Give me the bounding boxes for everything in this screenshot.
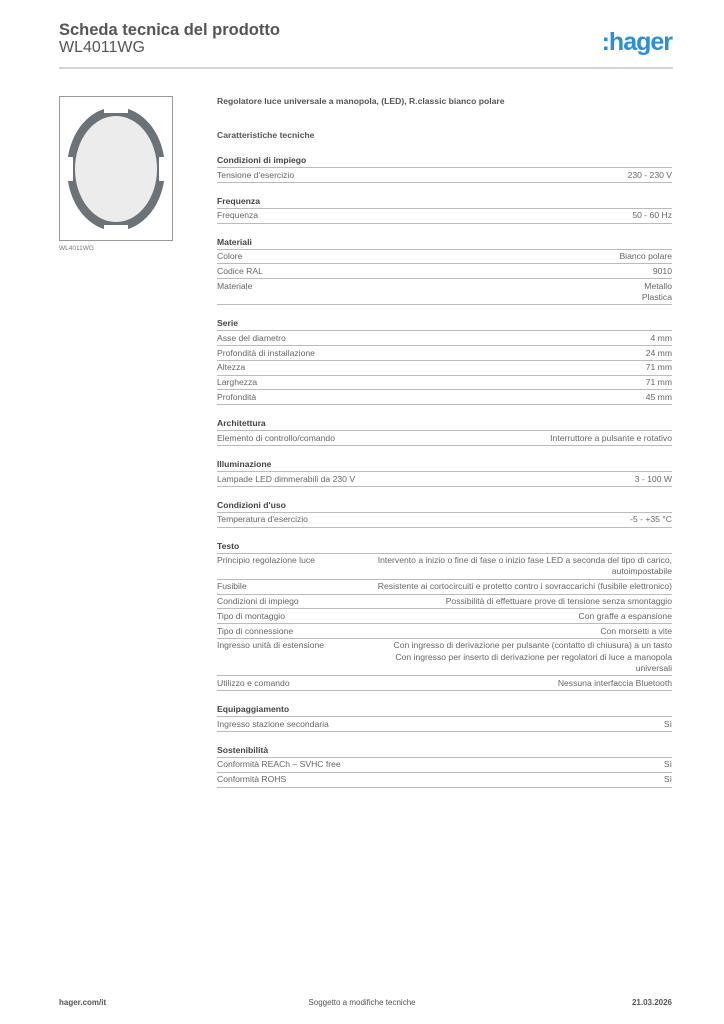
spec-row [217, 580, 672, 595]
spec-section [217, 499, 672, 528]
spec-row [217, 346, 672, 361]
product-image [59, 96, 173, 241]
spec-label: Larghezza [217, 377, 258, 388]
spec-label: Utilizzo e comando [217, 677, 290, 688]
spec-row [217, 758, 672, 773]
spec-section [217, 744, 672, 788]
spec-value: Possibilità di effettuare prove di tensione senza smontaggio [445, 596, 672, 607]
spec-value: Con ingresso di derivazione per pulsante (contatto di chiusura) a un tasto Con ingresso per inserto di derivazione per regolatori di luce a manopola universali [393, 640, 672, 674]
spec-label: Tensione d'esercizio [217, 169, 295, 180]
section-title: Sostenibilità [217, 744, 672, 758]
spec-value: 9010 [652, 265, 672, 276]
spec-value: Interruttore a pulsante e rotativo [550, 432, 672, 443]
spec-value: 230 - 230 V [627, 169, 672, 180]
footer-date: 21.03.2026 [631, 998, 672, 1007]
spec-section [217, 195, 672, 224]
spec-value: 3 - 100 W [634, 473, 672, 484]
spec-row [217, 472, 672, 487]
spec-row [217, 376, 672, 391]
spec-label: Frequenza [217, 210, 259, 221]
spec-value: 24 mm [645, 347, 672, 358]
spec-row [217, 513, 672, 528]
spec-label: Altezza [217, 362, 246, 373]
spec-section [217, 236, 672, 306]
spec-label: Profondità [217, 391, 257, 402]
spec-value: 50 - 60 Hz [632, 210, 672, 221]
spec-value: Sì [663, 718, 672, 729]
spec-label: Ingresso unità di estensione [217, 640, 325, 651]
spec-row [217, 639, 672, 676]
section-title: Equipaggiamento [217, 703, 672, 717]
spec-label: Conformità ROHS [217, 774, 287, 785]
dimmer-frame-icon [64, 102, 168, 236]
spec-row [217, 250, 672, 265]
hager-logo: :hager [601, 28, 672, 56]
spec-label: Profondità di installazione [217, 347, 315, 358]
section-title: Materiali [217, 236, 672, 250]
spec-value: Sì [663, 759, 672, 770]
section-title: Illuminazione [217, 458, 672, 472]
spec-value: Nessuna interfaccia Bluetooth [557, 677, 672, 688]
spec-value: Sì [663, 774, 672, 785]
spec-section [217, 703, 672, 732]
spec-row [217, 168, 672, 183]
characteristics-title: Caratteristiche tecniche [217, 130, 315, 140]
spec-section [217, 317, 672, 405]
spec-row [217, 595, 672, 610]
spec-value: 4 mm [650, 332, 672, 343]
section-title: Frequenza [217, 195, 672, 209]
spec-row [217, 717, 672, 732]
spec-section [217, 458, 672, 487]
section-title: Testo [217, 540, 672, 554]
spec-label: Ingresso stazione secondaria [217, 718, 329, 729]
spec-label: Elemento di controllo/comando [217, 432, 335, 443]
spec-label: Colore [217, 251, 243, 262]
spec-value: Intervento a inizio o fine di fase o inizio fase LED a seconda del tipo di carico, autoimpostabile [377, 555, 672, 577]
spec-value: Resistente ai cortocircuiti e protetto contro i sovraccarichi (fusibile elettronico) [377, 581, 672, 592]
spec-label: Conformità REACh – SVHC free [217, 759, 341, 770]
section-title: Architettura [217, 417, 672, 431]
spec-value: 45 mm [645, 391, 672, 402]
spec-section [217, 540, 672, 691]
page-title: Scheda tecnica del prodotto [59, 21, 280, 39]
product-description: Regolatore luce universale a manopola, (LED), R.classic bianco polare [217, 96, 505, 106]
spec-label: Lampade LED dimmerabili da 230 V [217, 473, 356, 484]
spec-row [217, 331, 672, 346]
header-divider [59, 67, 673, 69]
footer-note: Soggetto a modifiche tecniche [308, 998, 416, 1007]
section-title: Condizioni di impiego [217, 154, 672, 168]
spec-row [217, 431, 672, 446]
spec-section [217, 154, 672, 183]
spec-label: Condizioni di impiego [217, 596, 299, 607]
spec-row [217, 773, 672, 788]
spec-label: Tipo di connessione [217, 625, 294, 636]
spec-label: Principio regolazione luce [217, 555, 315, 566]
spec-row [217, 624, 672, 639]
footer-website[interactable]: hager.com/it [59, 998, 107, 1007]
spec-value: Metallo Plastica [641, 280, 672, 302]
spec-row [217, 361, 672, 376]
spec-sections [217, 154, 672, 788]
spec-row [217, 390, 672, 405]
spec-label: Materiale [217, 280, 253, 291]
spec-label: Codice RAL [217, 265, 263, 276]
section-title: Condizioni d'uso [217, 499, 672, 513]
spec-row [217, 676, 672, 691]
spec-row [217, 279, 672, 305]
product-code: WL4011WG [59, 39, 145, 56]
spec-value: Bianco polare [619, 251, 672, 262]
spec-section [217, 417, 672, 446]
spec-label: Temperatura d'esercizio [217, 514, 308, 525]
section-title: Serie [217, 317, 672, 331]
spec-value: Con graffe a espansione [578, 610, 672, 621]
spec-row [217, 554, 672, 580]
spec-value: 71 mm [645, 362, 672, 373]
spec-value: 71 mm [645, 377, 672, 388]
spec-row [217, 209, 672, 224]
spec-label: Tipo di montaggio [217, 610, 285, 621]
spec-row [217, 609, 672, 624]
spec-value: -5 - +35 °C [630, 514, 672, 525]
spec-row [217, 264, 672, 279]
spec-content [217, 96, 672, 788]
spec-label: Fusibile [217, 581, 247, 592]
image-caption: WL4011WG [59, 245, 94, 252]
spec-label: Asse del diametro [217, 332, 286, 343]
spec-value: Con morsetti a vite [600, 625, 672, 636]
